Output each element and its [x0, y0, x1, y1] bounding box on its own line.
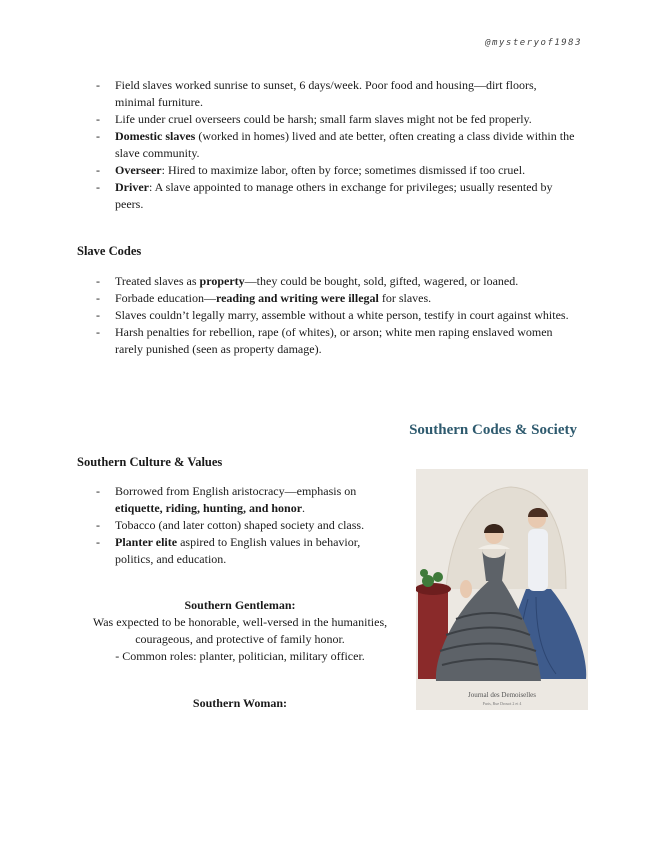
list-item-emphasis: property — [199, 274, 245, 288]
list-item-term: Driver — [115, 180, 149, 194]
list-item-text: Harsh penalties for rebellion, rape (of whites), or arson; white men raping enslaved women rarely punished (seen as property damage). — [115, 325, 553, 356]
list-item — [77, 128, 577, 162]
list-item-text: Slaves couldn’t legally marry, assemble without a white person, testify in court against whites. — [115, 308, 569, 322]
list-item-text: Field slaves worked sunrise to sunset, 6 days/week. Poor food and housing—dirt floors, minimal furniture. — [115, 78, 537, 109]
list-item-term: Domestic slaves — [115, 129, 196, 143]
bullet-dash: - — [96, 163, 100, 177]
fashion-plate-illustration — [416, 469, 588, 710]
list-item — [77, 483, 392, 517]
list-item — [77, 290, 577, 307]
gentleman-block — [77, 597, 403, 665]
woman-title: Southern Woman: — [192, 696, 288, 710]
gentleman-roles: - Common roles: planter, politician, military officer. — [115, 649, 365, 663]
list-item — [77, 162, 577, 179]
list-item-text: for slaves. — [378, 291, 432, 305]
list-item — [77, 273, 577, 290]
list-item — [77, 534, 392, 568]
bullet-dash: - — [96, 78, 100, 92]
list-item-text: Forbade education— — [115, 291, 216, 305]
list-item-text: Treated slaves as — [115, 274, 200, 288]
list-item-emphasis: etiquette, riding, hunting, and honor — [115, 501, 303, 515]
bullet-dash: - — [96, 308, 100, 322]
list-item-term: Overseer — [115, 163, 162, 177]
bullet-dash: - — [96, 129, 100, 143]
list-item-text: : A slave appointed to manage others in exchange for privileges; usually resented by peers. — [115, 180, 553, 211]
list-item — [77, 324, 577, 358]
list-item — [77, 111, 577, 128]
gentleman-title: Southern Gentleman: — [184, 598, 296, 612]
gentleman-description: Was expected to be honorable, well-versed in the humanities, courageous, and protective of family honor. — [92, 615, 388, 646]
list-item-text: : Hired to maximize labor, often by force; sometimes dismissed if too cruel. — [161, 163, 526, 177]
list-item-text: Borrowed from English aristocracy—emphasis on — [115, 484, 357, 498]
list-item — [77, 307, 577, 324]
bullet-dash: - — [96, 484, 100, 498]
bullet-dash: - — [96, 325, 100, 339]
slave-codes-heading: Slave Codes — [77, 244, 142, 258]
plate-caption: Journal des Demoiselles — [467, 691, 537, 699]
woman-block — [77, 695, 403, 712]
list-item-emphasis: Planter elite — [115, 535, 178, 549]
list-item-text: —they could be bought, sold, gifted, wagered, or loaned. — [244, 274, 519, 288]
bullet-dash: - — [96, 518, 100, 532]
slave-codes-list — [77, 273, 577, 358]
bullet-dash: - — [96, 112, 100, 126]
section-title: Southern Codes & Society — [409, 422, 577, 438]
bullet-dash: - — [96, 274, 100, 288]
labor-list — [77, 77, 577, 213]
list-item-text: aspired to English values in behavior, politics, and education. — [115, 535, 361, 566]
watermark: @mysteryof1983 — [485, 38, 582, 48]
list-item-text: Life under cruel overseers could be harsh; small farm slaves might not be fed properly. — [115, 112, 532, 126]
bullet-dash: - — [96, 291, 100, 305]
plate-subcaption: Paris, Rue Drouot 2 et 4 — [482, 701, 522, 706]
bullet-dash: - — [96, 535, 100, 549]
list-item — [77, 517, 392, 534]
bullet-dash: - — [96, 180, 100, 194]
list-item-text: (worked in homes) lived and ate better, often creating a class divide within the slave community. — [115, 129, 575, 160]
fashion-plate-image — [416, 469, 588, 710]
list-item-text: . — [302, 501, 306, 515]
list-item-emphasis: reading and writing were illegal — [215, 291, 379, 305]
list-item — [77, 179, 577, 213]
list-item-text: Tobacco (and later cotton) shaped society and class. — [115, 518, 365, 532]
list-item — [77, 77, 577, 111]
culture-list — [77, 483, 392, 568]
culture-heading: Southern Culture & Values — [77, 455, 223, 469]
